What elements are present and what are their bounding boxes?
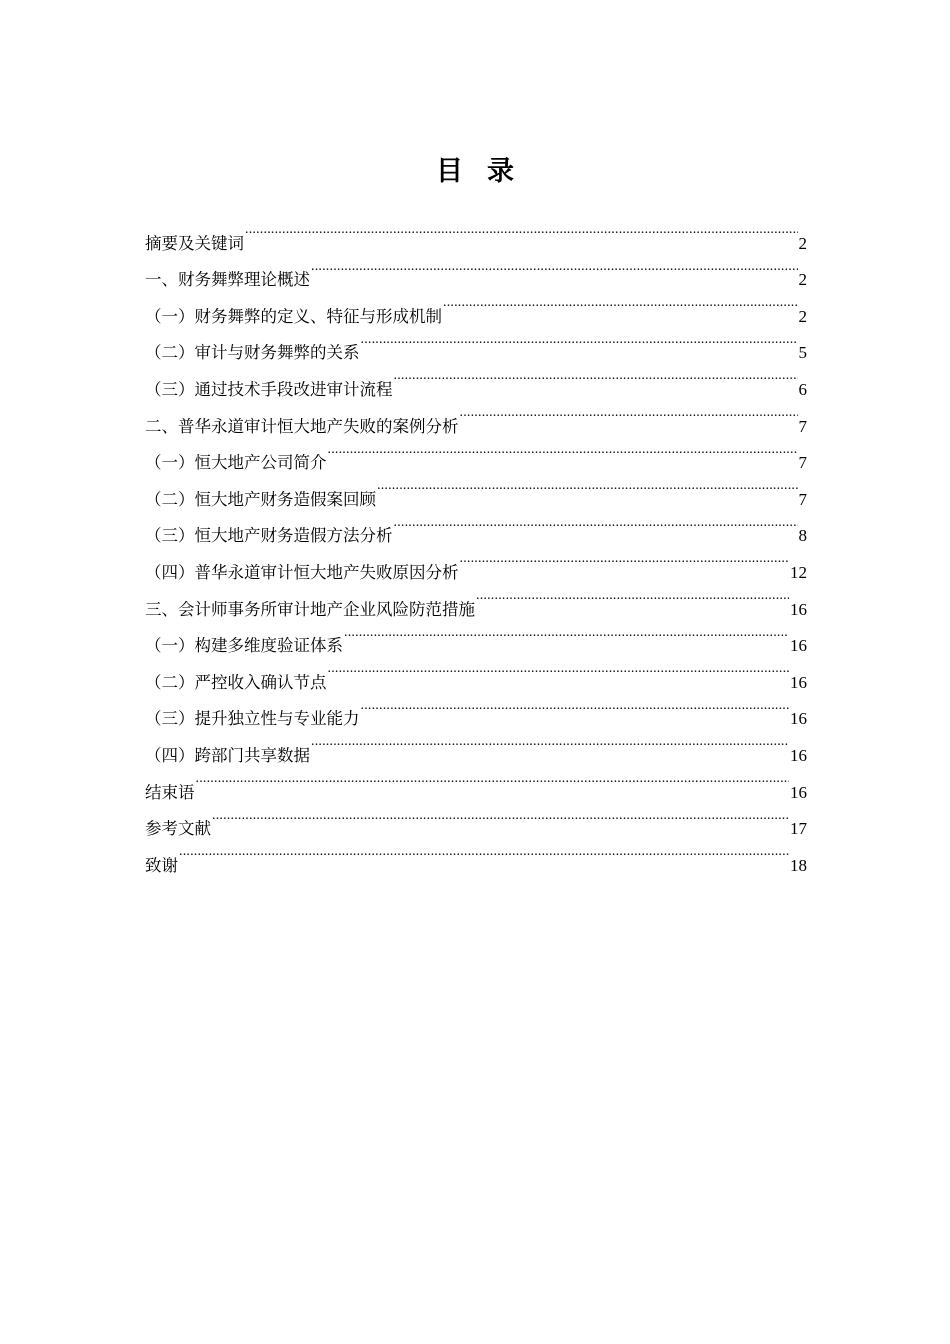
toc-entry-label: （三）恒大地产财务造假方法分析 [145,526,393,546]
toc-entry-label: （三）提升独立性与专业能力 [145,709,360,729]
toc-entry-label: （二）严控收入确认节点 [145,672,327,692]
toc-entry-page: 7 [798,453,807,473]
toc-leader-dots [328,432,798,469]
toc-entry-page: 2 [798,306,807,326]
toc-entry-chapter-1[interactable] [145,249,807,290]
toc-entry-page: 6 [798,379,807,399]
toc-leader-dots [245,212,798,249]
toc-entry-page: 16 [790,599,807,619]
toc-entry-label: （一）财务舞弊的定义、特征与形成机制 [145,306,442,326]
toc-leader-dots [344,615,789,652]
toc-entry-abstract[interactable] [145,212,807,253]
toc-entry-page: 18 [790,855,807,875]
toc-title: 目录 [436,156,538,187]
toc-entry-conclusion[interactable] [145,761,807,802]
toc-entry-page: 2 [798,270,807,290]
toc-entry-label: （二）审计与财务舞弊的关系 [145,343,360,363]
toc-entry-label: 参考文献 [145,819,211,839]
toc-entry-label: （四）跨部门共享数据 [145,745,310,765]
toc-leader-dots [311,249,798,286]
toc-entry-label: （一）构建多维度验证体系 [145,636,343,656]
toc-leader-dots [361,322,798,359]
toc-entry-label: （二）恒大地产财务造假案回顾 [145,489,376,509]
toc-entry-label: 摘要及关键词 [145,233,244,253]
toc-entry-page: 8 [798,526,807,546]
toc-entry-label: （四）普华永道审计恒大地产失败原因分析 [145,562,459,582]
toc-entry-page: 7 [798,489,807,509]
toc-leader-dots [460,541,790,578]
toc-entry-page: 16 [790,672,807,692]
toc-leader-dots [179,834,789,871]
toc-entry-page: 16 [790,636,807,656]
toc-list [145,212,807,875]
toc-entry-label: 二、普华永道审计恒大地产失败的案例分析 [145,416,459,436]
toc-leader-dots [394,505,798,542]
toc-entry-page: 7 [798,416,807,436]
toc-entry-page: 17 [790,819,807,839]
toc-leader-dots [443,285,798,322]
toc-entry-label: 一、财务舞弊理论概述 [145,270,310,290]
toc-leader-dots [212,798,789,835]
toc-entry-page: 16 [790,709,807,729]
toc-entry-page: 16 [790,782,807,802]
toc-leader-dots [328,651,790,688]
toc-leader-dots [460,395,798,432]
toc-entry-label: （一）恒大地产公司简介 [145,453,327,473]
toc-entry-label: 致谢 [145,855,178,875]
toc-leader-dots [476,578,789,615]
toc-leader-dots [311,724,789,761]
toc-leader-dots [361,688,790,725]
toc-entry-page: 2 [798,233,807,253]
toc-entry-label: 结束语 [145,782,195,802]
toc-leader-dots [394,358,798,395]
toc-entry-label: （三）通过技术手段改进审计流程 [145,379,393,399]
toc-leader-dots [377,468,798,505]
toc-entry-page: 5 [798,343,807,363]
toc-leader-dots [196,761,790,798]
toc-entry-page: 16 [790,745,807,765]
toc-entry-acknowledgements[interactable] [145,834,807,875]
toc-entry-references[interactable] [145,798,807,839]
toc-entry-page: 12 [790,562,807,582]
toc-entry-label: 三、会计师事务所审计地产企业风险防范措施 [145,599,475,619]
